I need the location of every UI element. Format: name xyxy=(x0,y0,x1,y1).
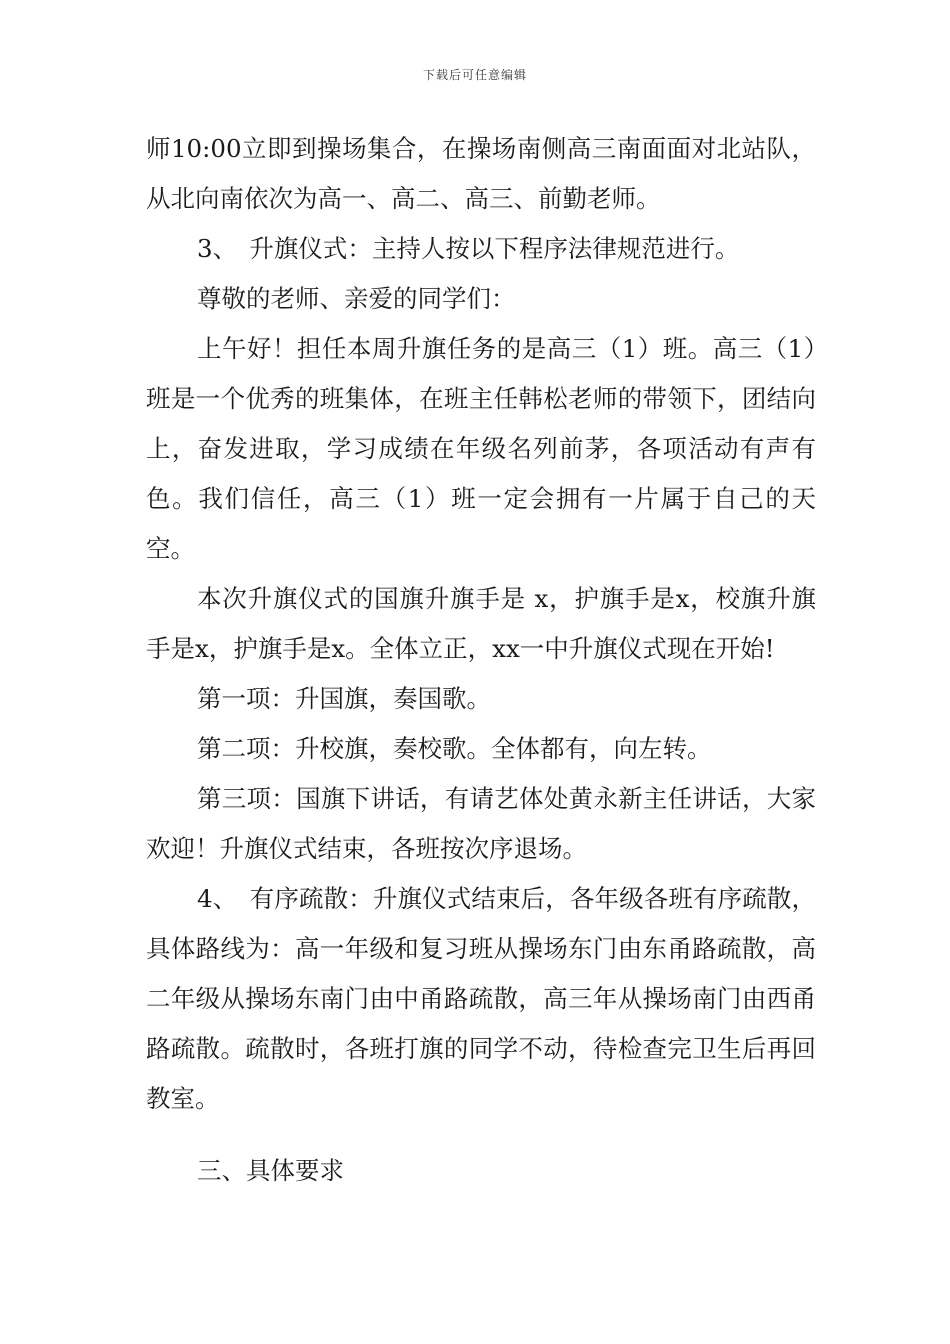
paragraph-flag-bearers: 本次升旗仪式的国旗升旗手是 x，护旗手是x，校旗升旗手是x，护旗手是x。全体立正，xx一中升旗仪式现在开始! xyxy=(146,584,816,663)
paragraph-item-one: 第一项：升国旗，奏国歌。 xyxy=(197,684,491,713)
page-header-note: 下载后可任意编辑 xyxy=(422,68,527,82)
document-body xyxy=(146,124,816,1196)
paragraph-item-two: 第二项：升校旗，奏校歌。全体都有，向左转。 xyxy=(197,734,712,763)
paragraph-item-three: 第三项：国旗下讲话，有请艺体处黄永新主任讲话，大家欢迎！升旗仪式结束，各班按次序退场。 xyxy=(146,784,816,863)
paragraph-orderly-dispersal: 4、 有序疏散：升旗仪式结束后，各年级各班有序疏散，具体路线为：高一年级和复习班从操场东门由东甬路疏散，高二年级从操场东南门由中甬路疏散，高三年从操场南门由西甬路疏散。疏散时，各班打旗的同学不动，待检查完卫生后再回教室。 xyxy=(146,884,816,1113)
paragraph-flag-ceremony-heading: 3、 升旗仪式：主持人按以下程序法律规范进行。 xyxy=(197,234,740,263)
paragraph-spacer xyxy=(146,1124,816,1146)
paragraph-class-introduction: 上午好！担任本周升旗任务的是高三（1）班。高三（1）班是一个优秀的班集体，在班主任韩松老师的带领下，团结向上，奋发进取，学习成绩在年级名列前茅，各项活动有声有色。我们信任，高三（1）班一定会拥有一片属于自己的天空。 xyxy=(146,334,816,563)
section-heading-requirements: 三、具体要求 xyxy=(197,1156,344,1185)
paragraph-greeting: 尊敬的老师、亲爱的同学们： xyxy=(197,284,516,313)
paragraph-assembly-instructions: 师10:00立即到操场集合，在操场南侧高三南面面对北站队，从北向南依次为高一、高二、高三、前勤老师。 xyxy=(146,134,816,213)
